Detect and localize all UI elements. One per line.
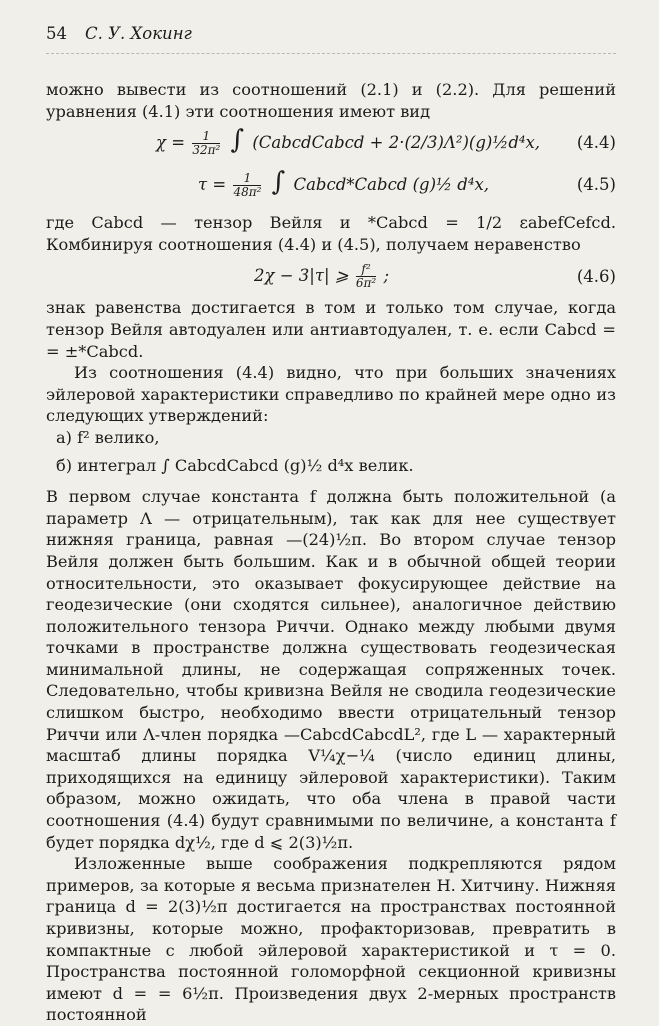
equation-number-4-6: (4.6)	[576, 266, 616, 286]
integral-sign: ∫	[230, 124, 245, 155]
fraction-numerator: 1	[233, 172, 261, 186]
page-body	[46, 79, 616, 1026]
equation-lhs: 2χ − 3|τ| ⩾	[254, 265, 354, 285]
fraction	[356, 263, 376, 290]
equation-number-4-4: (4.4)	[576, 133, 616, 153]
fraction-numerator: 1	[192, 130, 220, 144]
equation-4-4-formula	[156, 124, 556, 157]
paragraph-6: Изложенные выше соображения подкрепляются рядом примеров, за которые я весьма признателен Н. Хитчину. Нижняя граница d = 2(3)½π достигается на пространствах постоянной кривизны, которые можно, профакторизовав, превратить в компактные с любой эйлеровой характеристикой и τ = 0. Пространства постоянной голоморфной секционной кривизны имеют d = = 6½π. Произведения двух 2-мерных пространств постоянной	[46, 854, 616, 1025]
list-item-b: б) интеграл ∫ CabcdCabcd (g)½ d⁴x велик.	[56, 455, 414, 475]
fraction-denominator: 6π²	[355, 275, 377, 290]
equation-rhs: (CabcdCabcd + 2·(2/3)Λ²)(g)½d⁴x,	[252, 132, 541, 152]
equation-number-4-5: (4.5)	[576, 175, 616, 195]
equation-tail: ;	[383, 265, 390, 285]
equation-4-5-formula	[198, 166, 556, 199]
fraction	[233, 172, 261, 199]
running-title: С. У. Хокинг	[85, 24, 192, 43]
paragraph-1: можно вывести из соотношений (2.1) и (2.2). Для решений уравнения (4.1) эти соотношения имеют вид	[46, 80, 616, 121]
equation-rhs: Cabcd*Cabcd (g)½ d⁴x,	[293, 174, 490, 194]
paragraph-5: В первом случае константа f должна быть положительной (а параметр Λ — отрицательным), так как для нее существует нижняя граница, равная —(24)½π. Во втором случае тензор Вейля должен быть большим. Как и в обычной общей теории относительности, это оказывает фокусирующее действие на геодезические (они сходятся сильнее), аналогичное действию положительного тензора Риччи. Однако между любыми двумя точками в пространстве должна существовать геодезическая минимальной длины, не содержащая сопряженных точек. Следовательно, чтобы кривизна Вейля не сводила геодезические слишком быстро, необходимо ввести отрицательный тензор Риччи или Λ-член порядка —CabcdCabcdL², где L — характерный масштаб длины порядка V¼χ−¼ (число единиц длины, приходящихся на единицу эйлеровой характеристики). Таким образом, можно ожидать, что оба члена в правой части соотношения (4.4) будут сравнимыми по величине, а константа f будет порядка dχ½, где d ⩽ 2(3)½π.	[46, 487, 616, 852]
paragraph-4: Из соотношения (4.4) видно, что при больших значениях эйлеровой характеристики справедливо по крайней мере одно из следующих утверждений:	[46, 363, 616, 426]
equation-4-6	[46, 255, 616, 297]
page	[46, 24, 616, 1026]
paragraph-2: где Cabcd — тензор Вейля и *Cabcd = 1/2 εabefCefcd. Комбинируя соотношения (4.4) и (4.5), получаем неравенство	[46, 213, 616, 254]
equation-4-5	[46, 164, 616, 206]
integral-sign: ∫	[271, 166, 286, 197]
equation-lhs: χ =	[156, 132, 191, 152]
fraction	[192, 130, 220, 157]
running-header	[46, 24, 616, 54]
equation-4-4	[46, 122, 616, 164]
paragraph-3: знак равенства достигается в том и только том случае, когда тензор Вейля автодуален или антиавтодуален, т. е. если Cabcd = = ±*Cabcd.	[46, 298, 616, 361]
fraction-denominator: 32π²	[192, 142, 221, 157]
equation-4-6-formula	[254, 263, 556, 290]
equation-lhs: τ =	[198, 174, 232, 194]
fraction-numerator: f²	[356, 263, 376, 277]
fraction-denominator: 48π²	[233, 184, 262, 199]
page-number: 54	[46, 24, 67, 43]
list-item-a: а) f² велико,	[56, 427, 160, 447]
